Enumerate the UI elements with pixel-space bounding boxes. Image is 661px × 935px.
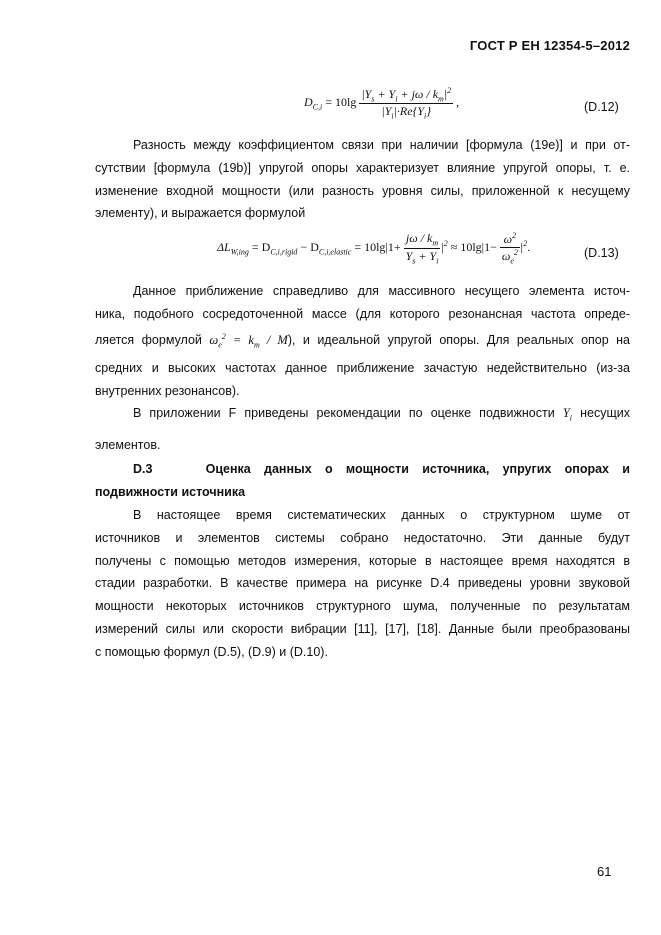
text-line: Разность между коэффициентом связи при наличии [формула (19е)] и при от- — [133, 138, 630, 152]
text-line: элементов. — [95, 437, 161, 452]
equation-d13: $\Delta L_{W,ing} = D_{C,i,rigid} - D_{C,i,elastic} = 10\lg|1+$ $\frac{j\omega / k_m}{Y_s + Y_i}$ $|^2 \approx 10\lg|1-$ $\frac{\omega^2}{\omega_e^2}$ $|^2$. — [217, 231, 531, 266]
section-heading-d3 — [95, 458, 630, 504]
equation-d12-label: (D.12) — [584, 100, 619, 114]
text-line: подвижности источника — [95, 484, 246, 499]
text-line: внутренних резонансов). — [95, 383, 240, 398]
inline-formula: $\omega_e^2 = k_m / M$ — [209, 331, 288, 350]
paragraph-4 — [95, 504, 630, 664]
text-line: мощности некоторых источников структурного шума, полученные по результатам — [95, 599, 630, 614]
text-line: D.3 Оценка данных о мощности источника, упругих опорах и — [133, 462, 630, 476]
text-line: элементу), и выражается формулой — [95, 206, 306, 221]
paragraph-2 — [95, 280, 630, 403]
text-line: изменение входной мощности (или разность уровня силы, приложенной к несущему — [95, 183, 630, 198]
text-line: Данное приближение справедливо для массивного несущего элемента источ- — [133, 284, 630, 298]
text-line: сутствии [формула (19b)] упругой опоры характеризует влияние упругой опоры, т. е. — [95, 160, 630, 175]
paragraph-1 — [95, 134, 630, 225]
text-line: стадии разработки. В качестве примера на рисунке D.4 приведены уровни звуковой — [95, 576, 630, 591]
paragraph-3 — [95, 400, 630, 458]
equation-d12: $D_{C,i} = 10\lg$ $\frac{|Y_s + Y_i + j\omega / k_m|^2}{|Y_i|\cdot Re\{Y_i\}}$ , — [304, 86, 460, 121]
text-line: измерений силы или скорости вибрации [11], [17], [18]. Данные были преобразованы — [95, 621, 630, 636]
text-line: В настоящее время систематических данных о структурном шуме от — [133, 508, 630, 522]
text-line: с помощью формул (D.5), (D.9) и (D.10). — [95, 644, 328, 659]
page-number: 61 — [597, 864, 612, 879]
text-line: источников и элементов системы собрано недостаточно. Эти данные будут — [95, 530, 630, 545]
text-line: получены с помощью методов измерения, которые в настоящее время находятся в — [95, 553, 630, 568]
text-line: средних и высоких частотах данное приближение зачастую недействительно (из-за — [95, 361, 630, 376]
text-line: В приложении F приведены рекомендации по оценке подвижности $Y_i$ несущих — [133, 406, 630, 423]
equation-d13-label: (D.13) — [584, 246, 619, 260]
document-header: ГОСТ Р ЕН 12354-5–2012 — [469, 38, 630, 53]
text-line: ляется формулой $\omega_e^2 = k_m / M$), и идеальной упругой опоры. Для реальных опор на — [95, 331, 630, 350]
text-line: ника, подобного сосредоточенной массе (для которого резонансная частота опреде- — [95, 306, 630, 321]
